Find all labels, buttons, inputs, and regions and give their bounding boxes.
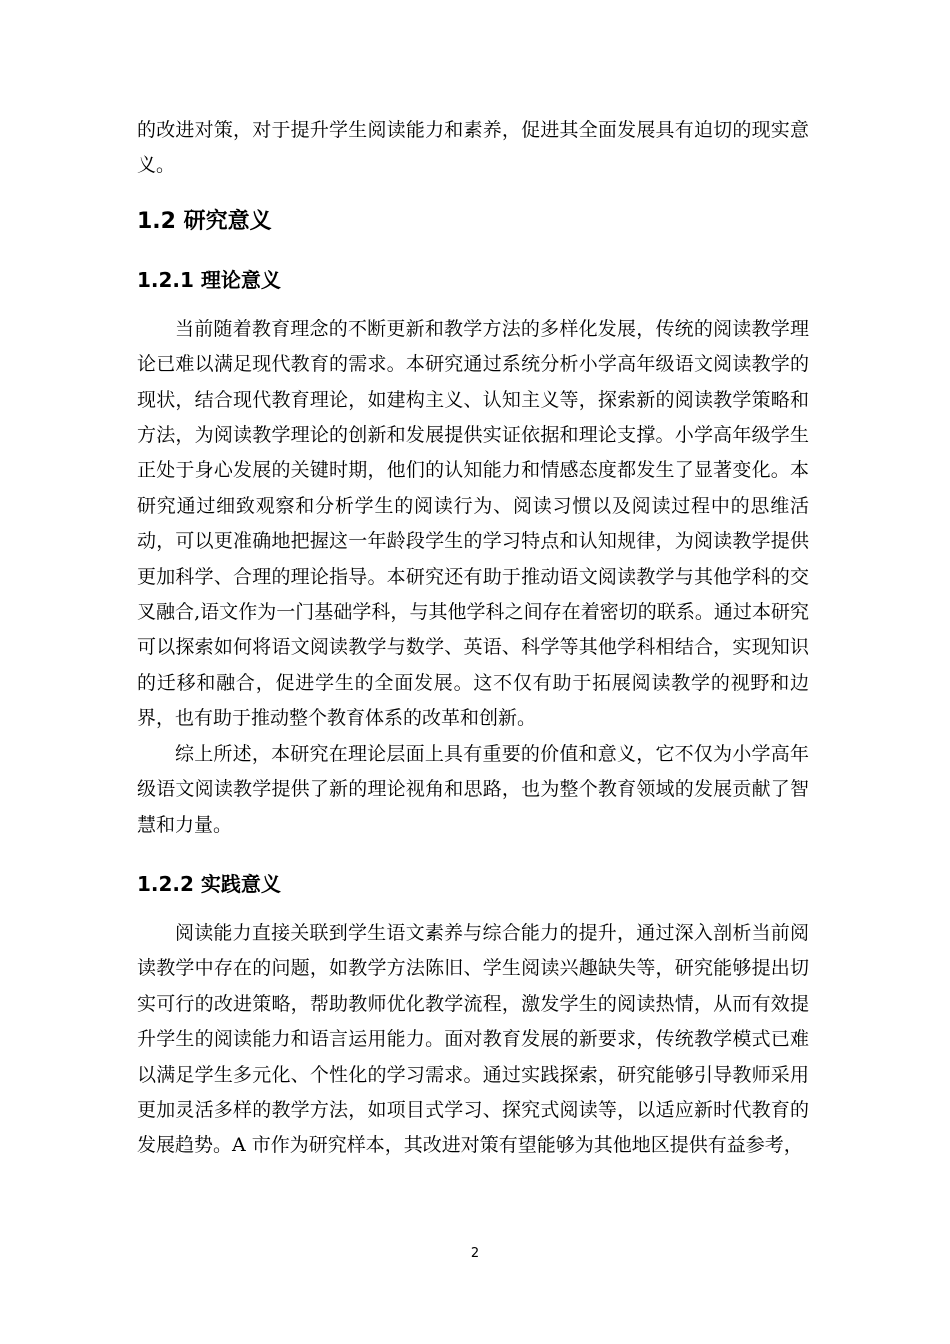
theoretical-paragraph-1: 当前随着教育理念的不断更新和教学方法的多样化发展，传统的阅读教学理论已难以满足现代教育的需求。本研究通过系统分析小学高年级语文阅读教学的现状，结合现代教育理论，如建构主义、认知主义等，探索新的阅读教学策略和方法，为阅读教学理论的创新和发展提供实证依据和理论支撑。小学高年级学生正处于身心发展的关键时期，他们的认知能力和情感态度都发生了显著变化。本研究通过细致观察和分析学生的阅读行为、阅读习惯以及阅读过程中的思维活动，可以更准确地把握这一年龄段学生的学习特点和认知规律，为阅读教学提供更加科学、合理的理论指导。本研究还有助于推动语文阅读教学与其他学科的交叉融合,语文作为一门基础学科，与其他学科之间存在着密切的联系。通过本研究可以探索如何将语文阅读教学与数学、英语、科学等其他学科相结合，实现知识的迁移和融合，促进学生的全面发展。这不仅有助于拓展阅读教学的视野和边界，也有助于推动整个教育体系的改革和创新。 bbox=[137, 317, 809, 730]
page-body bbox=[137, 113, 809, 1164]
subsection-heading-practical-significance: 1.2.2 实践意义 bbox=[137, 871, 281, 896]
carryover-paragraph: 的改进对策，对于提升学生阅读能力和素养，促进其全面发展具有迫切的现实意义。 bbox=[137, 119, 809, 177]
practical-paragraph-1: 阅读能力直接关联到学生语文素养与综合能力的提升，通过深入剖析当前阅读教学中存在的问题，如教学方法陈旧、学生阅读兴趣缺失等，研究能够提出切实可行的改进策略，帮助教师优化教学流程，激发学生的阅读热情，从而有效提升学生的阅读能力和语言运用能力。面对教育发展的新要求，传统教学模式已难以满足学生多元化、个性化的学习需求。通过实践探索，研究能够引导教师采用更加灵活多样的教学方法，如项目式学习、探究式阅读等，以适应新时代教育的发展趋势。A 市作为研究样本，其改进对策有望能够为其他地区提供有益参考， bbox=[137, 921, 809, 1157]
page-number: 2 bbox=[470, 1246, 480, 1261]
subsection-heading-theoretical-significance: 1.2.1 理论意义 bbox=[137, 267, 281, 292]
theoretical-paragraph-2: 综上所述，本研究在理论层面上具有重要的价值和意义，它不仅为小学高年级语文阅读教学提供了新的理论视角和思路，也为整个教育领域的发展贡献了智慧和力量。 bbox=[137, 742, 809, 836]
section-heading-research-significance: 1.2 研究意义 bbox=[137, 208, 272, 234]
